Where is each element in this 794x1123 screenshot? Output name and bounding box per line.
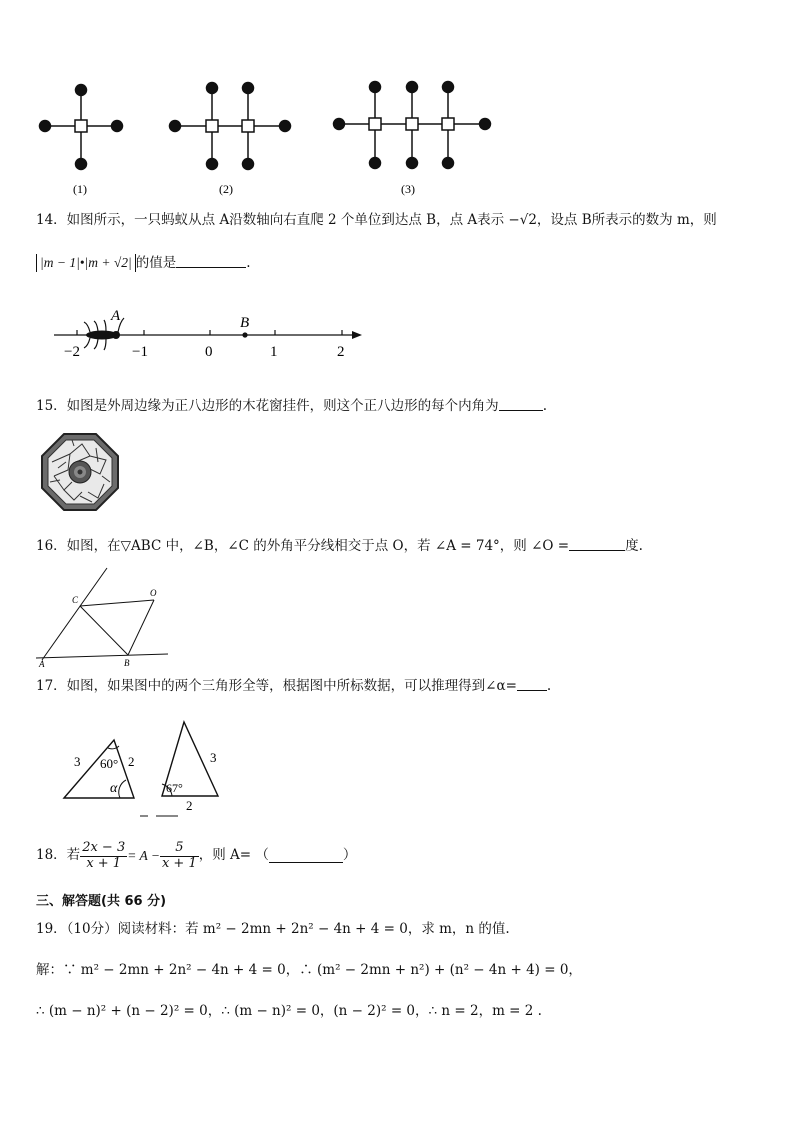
octagon-window-figure xyxy=(40,432,120,512)
triangle-bisector-figure xyxy=(34,566,174,668)
point-b-label: B xyxy=(240,315,250,331)
alpha-angle-label: α xyxy=(110,781,118,796)
tick-label-neg2: −2 xyxy=(64,344,80,360)
q18-tail: ，则 A= （ xyxy=(198,847,269,864)
q18-text xyxy=(36,838,356,874)
fraction-1-numerator: 2x − 3 xyxy=(82,839,126,855)
fraction-1 xyxy=(80,841,127,872)
pattern-figure xyxy=(35,78,495,200)
q18-prefix: 18．若 xyxy=(36,847,81,864)
number-line-figure xyxy=(50,308,370,362)
q16-end: 度. xyxy=(625,538,643,554)
q19-line2: 解：∵ m² − 2mn + 2n² − 4n + 4 = 0，∴ (m² − 2mn + n²) + (n² − 4n + 4) = 0， xyxy=(36,962,582,978)
q15-text xyxy=(36,398,547,414)
tri2-side-2-label: 2 xyxy=(186,798,193,813)
q19-line1: 19．（10分）阅读材料：若 m² − 2mn + 2n² − 4n + 4 = 0，求 m，n 的值. xyxy=(36,921,510,937)
q16-question: 16．如图，在▽ABC 中，∠B，∠C 的外角平分线相交于点 O，若 ∠A = 74°，则 ∠O = xyxy=(36,538,570,554)
tick-label-1: 1 xyxy=(270,344,278,360)
tri2-side-3-label: 3 xyxy=(210,750,217,765)
q14-expression: |m − 1|•|m + √2| xyxy=(36,254,136,272)
point-c-label: C xyxy=(72,595,79,605)
q15-end: . xyxy=(542,398,547,414)
q14-line1: 14．如图所示，一只蚂蚁从点 A沿数轴向右直爬 2 个单位到达点 B，点 A表示 −√2，设点 B所表示的数为 m，则 xyxy=(36,212,717,228)
fraction-2-denominator: x + 1 xyxy=(161,855,197,871)
q17-question: 17．如图，如果图中的两个三角形全等，根据图中所标数据，可以推理得到∠α= xyxy=(36,678,517,694)
q18-equals: = A − xyxy=(127,848,160,864)
point-o-label: O xyxy=(150,588,157,598)
q15-question: 15．如图是外周边缘为正八边形的木花窗挂件，则这个正八边形的每个内角为 xyxy=(36,398,499,414)
q17-answer-blank xyxy=(517,678,547,691)
fraction-1-denominator: x + 1 xyxy=(86,855,122,871)
q14-tail: 的值是 xyxy=(135,255,177,271)
tri2-angle-67-label: 67° xyxy=(166,781,183,795)
figure-label-2: (2) xyxy=(219,182,233,196)
q15-answer-blank xyxy=(499,398,543,411)
figure-label-3: (3) xyxy=(401,182,415,196)
tri1-side-3-label: 3 xyxy=(74,754,81,769)
q18-answer-blank xyxy=(269,850,343,863)
fraction-2-numerator: 5 xyxy=(160,841,199,857)
congruent-triangles-figure xyxy=(60,718,230,822)
q14-line2 xyxy=(36,254,251,272)
q19-line3: ∴ (m − n)² + (n − 2)² = 0，∴ (m − n)² = 0，(n − 2)² = 0，∴ n = 2，m = 2 . xyxy=(36,1003,542,1019)
figure-label-1: (1) xyxy=(73,182,87,196)
point-b-vertex-label: B xyxy=(124,658,130,668)
q16-text xyxy=(36,538,643,554)
section-heading: 三、解答题(共 66 分) xyxy=(36,894,167,909)
tick-label-neg1: −1 xyxy=(132,344,148,360)
q17-text xyxy=(36,678,551,694)
tick-label-0: 0 xyxy=(205,344,213,360)
q17-end: . xyxy=(546,678,552,694)
q16-answer-blank xyxy=(569,538,625,551)
tick-label-2: 2 xyxy=(337,344,345,360)
fraction-2 xyxy=(160,841,199,872)
tri1-side-2-label: 2 xyxy=(128,754,135,769)
point-a-vertex-label: A xyxy=(39,659,45,668)
point-a-label: A xyxy=(111,308,121,324)
tri1-angle-60-label: 60° xyxy=(100,756,119,771)
q18-close: ） xyxy=(342,847,357,864)
q14-end: . xyxy=(246,255,251,271)
q14-answer-blank xyxy=(176,255,246,268)
